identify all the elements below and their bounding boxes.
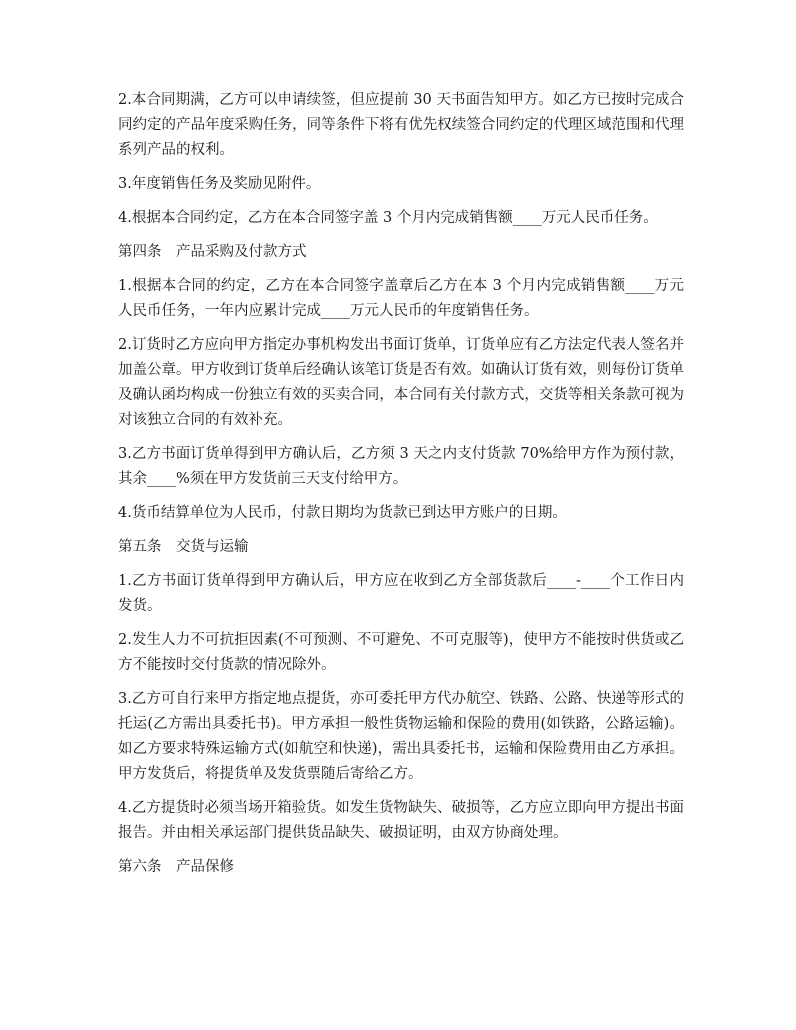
article-five-item-1: 1.乙方书面订货单得到甲方确认后，甲方应在收到乙方全部货款后____-____个工作日内发货。: [118, 573, 684, 614]
article-four-item-1: 1.根据本合同的约定，乙方在本合同签字盖章后乙方在本 3 个月内完成销售额____万元人民币任务，一年内应累计完成____万元人民币的年度销售任务。: [118, 278, 684, 319]
article-five-heading: 第五条 交货与运输: [118, 539, 249, 555]
article-five-item-3: 3.乙方可自行来甲方指定地点提货，亦可委托甲方代办航空、铁路、公路、快递等形式的托运(乙方需出具委托书)。甲方承担一般性货物运输和保险的费用(如铁路，公路运输)。如乙方要求特殊运输方式(如航空和快递)，需出具委托书，运输和保险费用由乙方承担。甲方发货后，将提货单及发货票随后寄给乙方。: [118, 691, 684, 782]
clause-renewal-paragraph: 2.本合同期满，乙方可以申请续签，但应提前 30 天书面告知甲方。如乙方已按时完成合同约定的产品年度采购任务，同等条件下将有优先权续签合同约定的代理区域范围和代理系列产品的权利。: [118, 92, 684, 158]
article-four-heading: 第四条 产品采购及付款方式: [118, 244, 307, 260]
article-four-item-4: 4.货币结算单位为人民币，付款日期均为货款已到达甲方账户的日期。: [118, 505, 567, 521]
article-five-item-2: 2.发生人力不可抗拒因素(不可预测、不可避免、不可克服等)，使甲方不能按时供货或乙方不能按时交付货款的情况除外。: [118, 632, 684, 673]
article-four-item-2: 2.订货时乙方应向甲方指定办事机构发出书面订货单，订货单应有乙方法定代表人签名并加盖公章。甲方收到订货单后经确认该笔订货是否有效。如确认订货有效，则每份订货单及确认函均构成一份独立有效的买卖合同，本合同有关付款方式，交货等相关条款可视为对该独立合同的有效补充。: [118, 337, 684, 428]
article-five-item-4: 4.乙方提货时必须当场开箱验货。如发生货物缺失、破损等，乙方应立即向甲方提出书面报告。并由相关承运部门提供货品缺失、破损证明，由双方协商处理。: [118, 800, 684, 841]
document-page: [118, 88, 684, 889]
article-four-item-3: 3.乙方书面订货单得到甲方确认后，乙方须 3 天之内支付货款 70%给甲方作为预付款，其余____%须在甲方发货前三天支付给甲方。: [118, 446, 684, 487]
article-six-heading: 第六条 产品保修: [118, 859, 234, 875]
clause-sales-target-paragraph: 3.年度销售任务及奖励见附件。: [118, 176, 321, 192]
clause-three-month-sales-paragraph: 4.根据本合同约定，乙方在本合同签字盖 3 个月内完成销售额____万元人民币任务。: [118, 210, 658, 226]
